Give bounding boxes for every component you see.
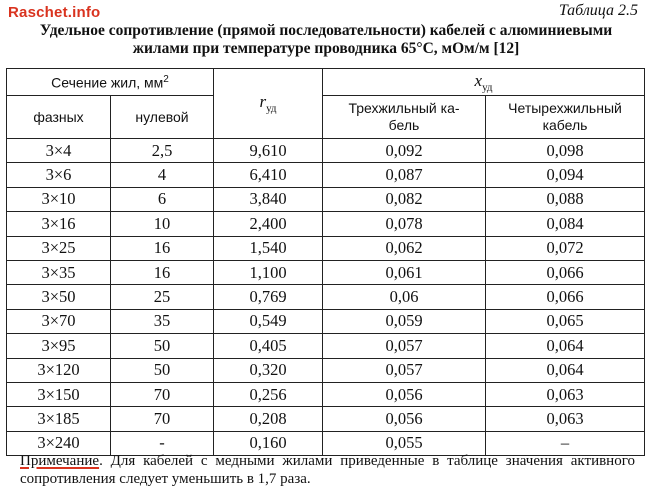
phase-cell: 3×120 [7, 358, 111, 382]
table-row [7, 260, 645, 284]
phase-cell: 3×16 [7, 212, 111, 236]
x3-cell: 0,078 [323, 212, 486, 236]
neutral-cell: 2,5 [111, 139, 214, 163]
table-row [7, 358, 645, 382]
table-row [7, 309, 645, 333]
phase-cell: 3×35 [7, 260, 111, 284]
phase-cell: 3×240 [7, 431, 111, 455]
x4-cell: 0,063 [486, 382, 645, 406]
section-header: Сечение жил, $мм^2$ [7, 69, 214, 96]
table-row [7, 139, 645, 163]
x3-cell: 0,061 [323, 260, 486, 284]
table-row [7, 212, 645, 236]
x4-cell: 0,088 [486, 187, 645, 211]
x3-cell: 0,092 [323, 139, 486, 163]
x3-cell: 0,062 [323, 236, 486, 260]
table-row [7, 334, 645, 358]
r-cell: 0,160 [214, 431, 323, 455]
phase-cell: 3×4 [7, 139, 111, 163]
table-row [7, 285, 645, 309]
r-header: $r_{уд}$ [214, 69, 323, 139]
x3-cell: 0,082 [323, 187, 486, 211]
neutral-header: нулевой [111, 96, 214, 139]
phase-cell: 3×95 [7, 334, 111, 358]
neutral-cell: 10 [111, 212, 214, 236]
header-row-2 [7, 96, 645, 139]
x4-cell: 0,084 [486, 212, 645, 236]
three-core-header: Трехжильный ка- бель [323, 96, 486, 139]
neutral-cell: 6 [111, 187, 214, 211]
neutral-cell: 16 [111, 236, 214, 260]
neutral-cell: 70 [111, 407, 214, 431]
r-cell: 0,405 [214, 334, 323, 358]
x4-cell: 0,064 [486, 334, 645, 358]
r-cell: 1,540 [214, 236, 323, 260]
x4-cell: – [486, 431, 645, 455]
phase-cell: 3×25 [7, 236, 111, 260]
r-cell: 9,610 [214, 139, 323, 163]
phase-header: фазных [7, 96, 111, 139]
x3-cell: 0,06 [323, 285, 486, 309]
site-watermark: Raschet.info [8, 4, 101, 21]
four-core-header: Четырехжильный кабель [486, 96, 645, 139]
r-cell: 2,400 [214, 212, 323, 236]
x3-cell: 0,056 [323, 407, 486, 431]
table-row [7, 236, 645, 260]
x4-cell: 0,066 [486, 260, 645, 284]
note-label: Примечание [20, 453, 100, 469]
x3-cell: 0,056 [323, 382, 486, 406]
r-cell: 0,320 [214, 358, 323, 382]
r-cell: 0,769 [214, 285, 323, 309]
phase-cell: 3×185 [7, 407, 111, 431]
r-cell: 1,100 [214, 260, 323, 284]
x3-cell: 0,055 [323, 431, 486, 455]
title-line-1: Удельное сопротивление (прямой последовательности) кабелей с алюминиевыми [39, 22, 613, 39]
neutral-cell: 35 [111, 309, 214, 333]
x3-cell: 0,057 [323, 358, 486, 382]
neutral-cell: 50 [111, 334, 214, 358]
phase-cell: 3×50 [7, 285, 111, 309]
phase-cell: 3×10 [7, 187, 111, 211]
table-row [7, 382, 645, 406]
table-row [7, 187, 645, 211]
r-cell: 6,410 [214, 163, 323, 187]
x-header: $x_{уд}$ [323, 69, 645, 96]
note [20, 452, 635, 488]
neutral-cell: - [111, 431, 214, 455]
table-row [7, 163, 645, 187]
phase-cell: 3×150 [7, 382, 111, 406]
note-text: . Для кабелей с медными жилами приведенные в таблице значения активного сопротивления следует уменьшить в 1,7 раза. [20, 453, 635, 487]
resistance-table [6, 68, 645, 456]
title-line-2: жилами при температуре проводника 65°С, мОм/м [12] [132, 40, 520, 57]
x4-cell: 0,098 [486, 139, 645, 163]
x4-cell: 0,072 [486, 236, 645, 260]
x3-cell: 0,057 [323, 334, 486, 358]
x4-cell: 0,094 [486, 163, 645, 187]
neutral-cell: 16 [111, 260, 214, 284]
x4-cell: 0,066 [486, 285, 645, 309]
header-row-1 [7, 69, 645, 96]
x4-cell: 0,063 [486, 407, 645, 431]
neutral-cell: 50 [111, 358, 214, 382]
x4-cell: 0,065 [486, 309, 645, 333]
neutral-cell: 4 [111, 163, 214, 187]
table-title [6, 22, 646, 58]
table-row [7, 407, 645, 431]
x3-cell: 0,087 [323, 163, 486, 187]
phase-cell: 3×6 [7, 163, 111, 187]
r-cell: 0,256 [214, 382, 323, 406]
neutral-cell: 70 [111, 382, 214, 406]
phase-cell: 3×70 [7, 309, 111, 333]
table-number: Таблица 2.5 [558, 2, 638, 19]
r-cell: 3,840 [214, 187, 323, 211]
x4-cell: 0,064 [486, 358, 645, 382]
neutral-cell: 25 [111, 285, 214, 309]
r-cell: 0,549 [214, 309, 323, 333]
table-body [7, 139, 645, 456]
r-cell: 0,208 [214, 407, 323, 431]
x3-cell: 0,059 [323, 309, 486, 333]
